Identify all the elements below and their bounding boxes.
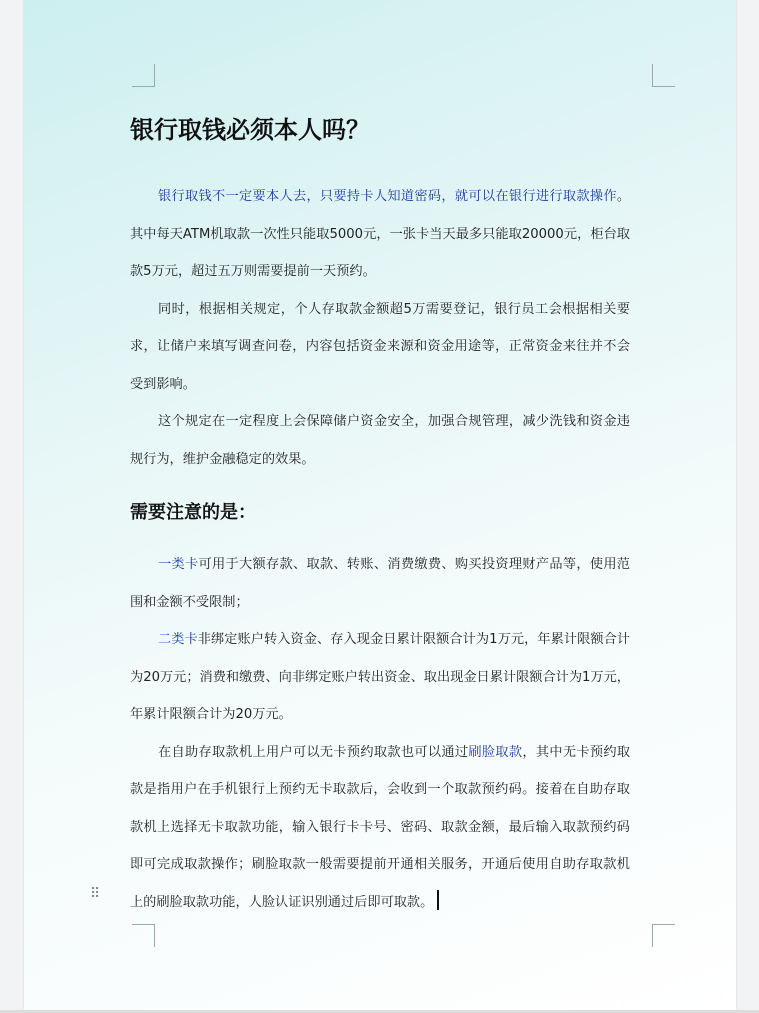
paragraph bbox=[130, 546, 630, 621]
paragraph bbox=[130, 621, 630, 734]
text-cursor bbox=[437, 890, 439, 910]
paragraph bbox=[130, 734, 630, 922]
paragraph-link-text[interactable]: 刷脸取款 bbox=[468, 744, 523, 760]
page-corner-mark bbox=[652, 64, 675, 87]
paragraph-text: 在自助存取款机上用户可以无卡预约取款也可以通过 bbox=[158, 744, 469, 760]
paragraph-text: 非绑定账户转入资金、存入现金日累计限额合计为1万元，年累计限额合计为20万元；消费和缴费、向非绑定账户转出资金、取出现金日累计限额合计为1万元，年累计限额合计为20万元。 bbox=[130, 632, 631, 722]
paragraph-text: ，其中无卡预约取款是指用户在手机银行上预约无卡取款后，会收到一个取款预约码。接着在自助存取款机上选择无卡取款功能，输入银行卡卡号、密码、取款金额，最后输入取款预约码即可完成取款操作；刷脸取款一般需要提前开通相关服务，开通后使用自助存取款机上的刷脸取款功能，人脸认证识别通过后即可取款。 bbox=[130, 744, 631, 910]
document-title: 银行取钱必须本人吗？ bbox=[130, 115, 370, 144]
paragraph-link-text[interactable]: 二类卡 bbox=[158, 632, 198, 647]
paragraph: 同时，根据相关规定，个人存取款金额超5万需要登记，银行员工会根据相关要求，让储户来填写调查问卷，内容包括资金来源和资金用途等，正常资金来往并不会受到影响。 bbox=[130, 301, 630, 392]
document-body[interactable] bbox=[130, 108, 630, 921]
paragraph bbox=[130, 178, 630, 291]
page-corner-mark bbox=[132, 924, 155, 947]
paragraph-link-text[interactable]: 银行取钱不一定要本人去，只要持卡人知道密码，就可以在银行进行取款操作 bbox=[158, 189, 617, 204]
drag-handle-icon[interactable]: ⠿ bbox=[90, 886, 100, 902]
page-corner-mark bbox=[132, 64, 155, 87]
paragraph-link-text[interactable]: 一类卡 bbox=[158, 557, 199, 572]
paragraph-text: 。其中每天ATM机取款一次性只能取5000元，一张卡当天最多只能取20000元，柜台取款5万元，超过五万则需要提前一天预约。 bbox=[130, 189, 630, 279]
paragraph-text: 可用于大额存款、取款、转账、消费缴费、购买投资理财产品等，使用范围和金额不受限制； bbox=[130, 557, 630, 610]
section-heading: 需要注意的是： bbox=[130, 502, 256, 523]
paragraph: 这个规定在一定程度上会保障储户资金安全，加强合规管理，减少洗钱和资金违规行为，维护金融稳定的效果。 bbox=[130, 414, 630, 467]
page-corner-mark bbox=[652, 924, 675, 947]
